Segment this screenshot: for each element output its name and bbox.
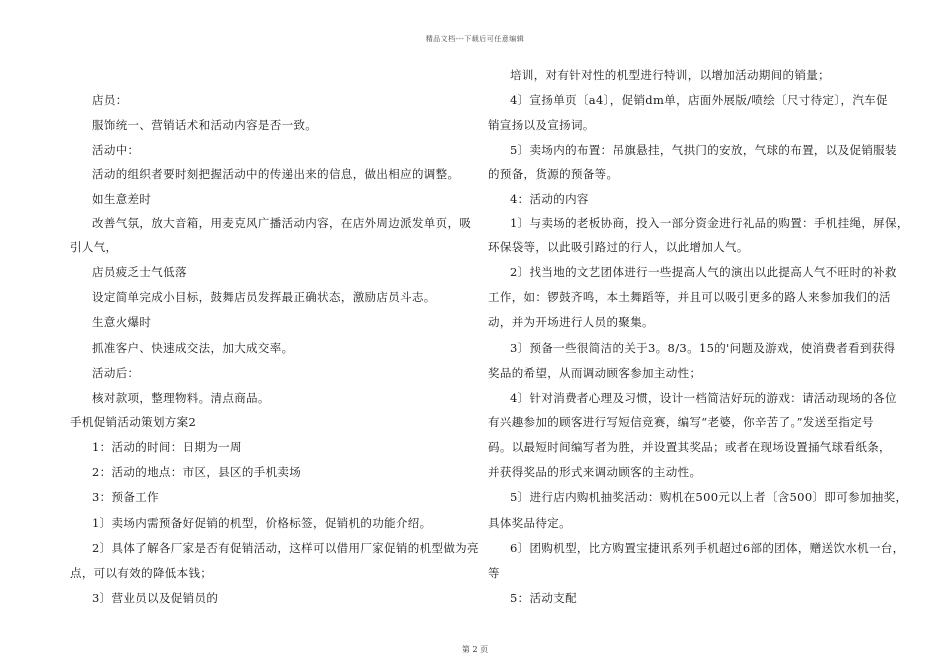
text-line: 店员： — [92, 93, 128, 107]
text-line: 生意火爆时 — [92, 315, 152, 329]
text-line: 工作，如：锣鼓齐鸣，本土舞蹈等，并且可以吸引更多的路人来参加我们的活 — [488, 290, 891, 304]
text-line: 5〕进行店内购机抽奖活动：购机在500元以上者〔含500〕即可参加抽奖， — [510, 490, 908, 504]
text-line: 点，可以有效的降低本钱； — [70, 566, 213, 580]
section-heading: 手机促销活动策划方案2 — [70, 415, 197, 429]
text-line: 店员疲乏士气低落 — [92, 265, 187, 279]
text-line: 奖品的希望，从而调动顾客参加主动性； — [488, 366, 702, 380]
text-line: 5〕卖场内的布置：吊旗悬挂，气拱门的安放，气球的布置，以及促销服装 — [510, 143, 897, 157]
text-line: 销宣扬以及宣扬词。 — [488, 118, 595, 132]
text-line: 1〕卖场内需预备好促销的机型，价格标签，促销机的功能介绍。 — [92, 516, 432, 530]
text-line: 4：活动的内容 — [510, 192, 589, 206]
header-note: 精品文档---下载后可任意编辑 — [425, 35, 525, 43]
text-line: 3〕预备一些很简洁的关于3。8/3。15的'问题及游戏，使消费者看到获得 — [510, 341, 896, 355]
text-line: 1：活动的时间：日期为一周 — [92, 440, 242, 454]
text-line: 活动的组织者要时刻把握活动中的传递出来的信息，做出相应的调整。 — [92, 167, 460, 181]
text-line: 引人气， — [70, 240, 118, 254]
text-line: 核对款项，整理物料。清点商品。 — [92, 391, 270, 405]
text-line: 2：活动的地点：市区，县区的手机卖场 — [92, 465, 302, 479]
text-line: 等 — [488, 566, 500, 580]
text-line: 3〕营业员以及促销员的 — [92, 591, 219, 605]
text-line: 设定简单完成小目标，鼓舞店员发挥最正确状态，激励店员斗志。 — [92, 290, 436, 304]
text-line: 环保袋等，以此吸引路过的行人，以此增加人气。 — [488, 240, 749, 254]
text-line: 活动后： — [92, 366, 140, 380]
text-line: 2〕具体了解各厂家是否有促销活动，这样可以借用厂家促销的机型做为亮 — [92, 541, 479, 555]
text-line: 2〕找当地的文艺团体进行一些提高人气的演出以此提高人气不旺时的补救 — [510, 265, 897, 279]
text-line: 并获得奖品的形式来调动顾客的主动性。 — [488, 465, 702, 479]
text-line: 的预备，货源的预备等。 — [488, 167, 619, 181]
text-line: 6〕团购机型，比方购置宝捷讯系列手机超过6部的团体，赠送饮水机一台， — [510, 541, 905, 555]
text-line: 如生意差时 — [92, 192, 152, 206]
text-line: 1〕与卖场的老板协商，投入一部分资金进行礼品的购置：手机挂绳，屏保， — [510, 216, 909, 230]
text-line: 有兴趣参加的顾客进行写短信竞赛，编写“老婆，你辛苦了。”发送至指定号 — [488, 415, 874, 429]
text-line: 服饰统一、营销话术和活动内容是否一致。 — [92, 118, 318, 132]
text-line: 4〕宣扬单页〔a4〕，促销dm单，店面外展版/喷绘〔尺寸待定〕，汽车促 — [510, 93, 888, 107]
text-line: 具体奖品待定。 — [488, 516, 571, 530]
text-line: 培训，对有针对性的机型进行特训，以增加活动期间的销量； — [510, 68, 830, 82]
text-line: 活动中： — [92, 143, 140, 157]
page-number: 第 2 页 — [461, 645, 489, 654]
text-line: 3：预备工作 — [92, 490, 159, 504]
text-line: 4〕针对消费者心理及习惯，设计一档简洁好玩的游戏：请活动现场的各位 — [510, 391, 897, 405]
text-line: 抓准客户、快速成交法，加大成交率。 — [92, 341, 294, 355]
text-line: 动，并为开场进行人员的聚集。 — [488, 315, 654, 329]
text-line: 码。以最短时间编写者为胜，并设置其奖品；或者在现场设置捅气球看纸条， — [488, 440, 891, 454]
text-line: 改善气氛，放大音箱，用麦克风广播活动内容，在店外周边派发单页，吸 — [92, 216, 472, 230]
text-line: 5：活动支配 — [510, 591, 577, 605]
